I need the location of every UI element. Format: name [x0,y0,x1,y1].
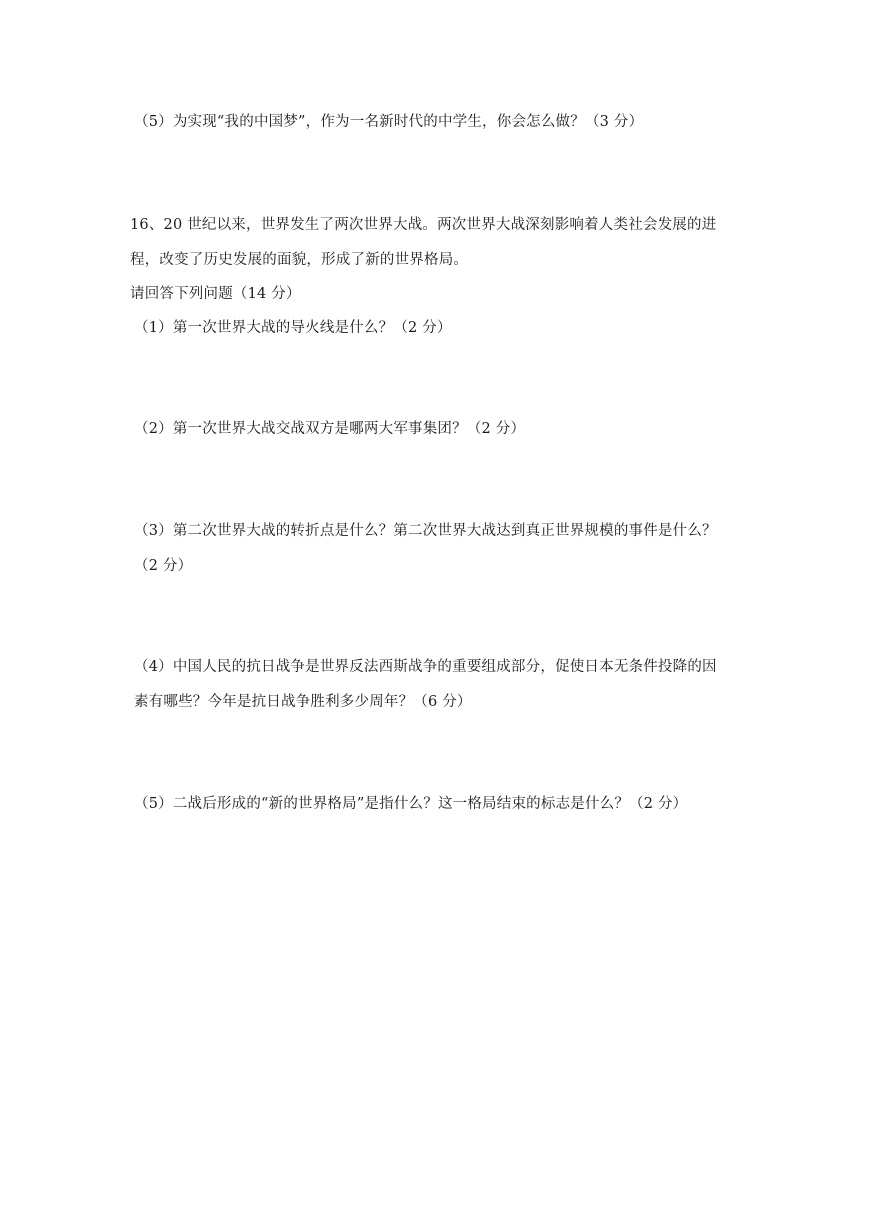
question-16-intro-line-2: 程，改变了历史发展的面貌，形成了新的世界格局。 [130,252,469,268]
question-16-intro-line-1: 16、20 世纪以来，世界发生了两次世界大战。两次世界大战深刻影响着人类社会发展的进 [130,217,717,233]
question-15-5: （5）为实现“我的中国梦”，作为一名新时代的中学生，你会怎么做？（3 分） [134,114,644,130]
question-16-4-line-1: （4）中国人民的抗日战争是世界反法西斯战争的重要组成部分，促使日本无条件投降的因 [134,659,717,675]
question-16-5: （5）二战后形成的“新的世界格局”是指什么？这一格局结束的标志是什么？（2 分） [134,796,688,812]
question-16-2: （2）第一次世界大战交战双方是哪两大军事集团？（2 分） [134,421,526,437]
question-16-1: （1）第一次世界大战的导火线是什么？（2 分） [134,320,452,336]
question-16-3-line-2: （2 分） [134,558,193,574]
question-16-prompt: 请回答下列问题（14 分） [130,286,301,302]
question-16-4-line-2: 素有哪些？今年是抗日战争胜利多少周年？（6 分） [134,694,472,710]
question-16-3-line-1: （3）第二次世界大战的转折点是什么？第二次世界大战达到真正世界规模的事件是什么？ [134,523,717,539]
